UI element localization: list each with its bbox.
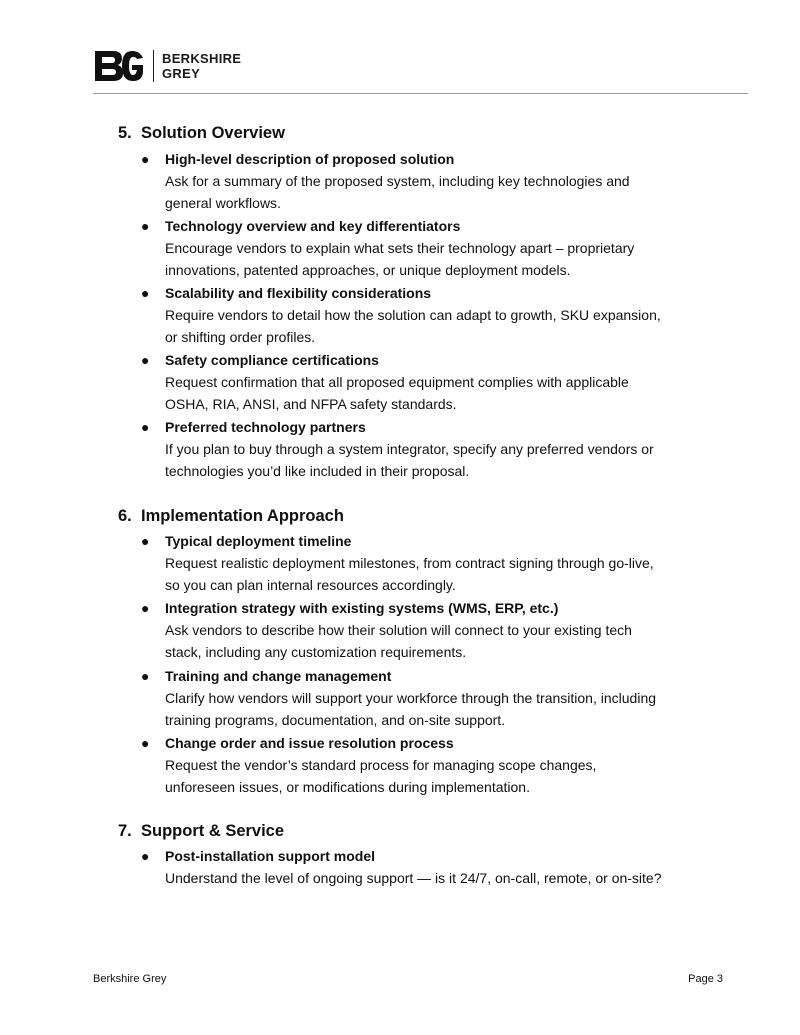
item-description-line: Request the vendor’s standard process for managing scope changes,	[165, 757, 597, 773]
item-description-line: Encourage vendors to explain what sets their technology apart – proprietary	[165, 240, 635, 256]
item-description-line: Ask for a summary of the proposed system, including key technologies and	[165, 173, 630, 189]
item-description-line: Understand the level of ongoing support — is it 24/7, on-call, remote, or on-site?	[165, 870, 662, 886]
bullet-icon: ●	[141, 352, 150, 368]
section-title: Support & Service	[141, 822, 285, 840]
item-title: Post-installation support model	[165, 848, 376, 864]
item-description-line: or shifting order profiles.	[165, 329, 316, 345]
logo-divider	[153, 50, 154, 82]
item-title: Safety compliance certifications	[165, 352, 379, 368]
item-description	[165, 170, 725, 214]
bullet-icon: ●	[141, 668, 150, 684]
item-title: Preferred technology partners	[165, 419, 366, 435]
item-description-line: OSHA, RIA, ANSI, and NFPA safety standards.	[165, 396, 457, 412]
bullet-icon: ●	[141, 735, 150, 751]
item-description-line: If you plan to buy through a system integrator, specify any preferred vendors or	[165, 441, 654, 457]
item-description-line: Request realistic deployment milestones, from contract signing through go-live,	[165, 555, 654, 571]
bullet-icon: ●	[141, 533, 150, 549]
section-number: 6.	[118, 507, 132, 525]
item-description-line: Require vendors to detail how the solution can adapt to growth, SKU expansion,	[165, 307, 661, 323]
item-description-line: training programs, documentation, and on-site support.	[165, 712, 506, 728]
item-description	[165, 237, 725, 281]
section-heading-7	[118, 822, 284, 841]
section-number: 5.	[118, 124, 132, 142]
item-description-line: Clarify how vendors will support your workforce through the transition, including	[165, 690, 657, 706]
item-title: Typical deployment timeline	[165, 533, 352, 549]
item-description-line: unforeseen issues, or modifications during implementation.	[165, 779, 530, 795]
bullet-icon: ●	[141, 848, 150, 864]
item-description	[165, 619, 725, 663]
logo-wordmark-line1: BERKSHIRE	[162, 51, 242, 66]
item-description-line: so you can plan internal resources accordingly.	[165, 577, 456, 593]
bullet-icon: ●	[141, 600, 150, 616]
item-description	[165, 754, 725, 798]
section-heading-5	[118, 124, 285, 143]
item-description	[165, 687, 725, 731]
item-title: Training and change management	[165, 668, 392, 684]
header-rule	[93, 93, 748, 94]
bullet-icon: ●	[141, 285, 150, 301]
section-number: 7.	[118, 822, 132, 840]
footer-page-number: Page 3	[688, 973, 723, 985]
bullet-icon: ●	[141, 218, 150, 234]
item-description	[165, 867, 725, 889]
item-title: Integration strategy with existing systems (WMS, ERP, etc.)	[165, 600, 559, 616]
bullet-icon: ●	[141, 419, 150, 435]
header	[93, 46, 241, 86]
item-description	[165, 552, 725, 596]
bullet-icon: ●	[141, 151, 150, 167]
item-description	[165, 304, 725, 348]
item-description-line: Request confirmation that all proposed equipment complies with applicable	[165, 374, 629, 390]
item-description-line: Ask vendors to describe how their solution will connect to your existing tech	[165, 622, 632, 638]
item-description-line: general workflows.	[165, 195, 281, 211]
item-title: Scalability and flexibility considerations	[165, 285, 432, 301]
section-title: Implementation Approach	[141, 507, 344, 525]
logo-wordmark-line2: GREY	[162, 66, 201, 81]
footer-company-name: Berkshire Grey	[93, 973, 167, 985]
section-title: Solution Overview	[141, 124, 285, 142]
item-description	[165, 438, 725, 482]
section-heading-6	[118, 507, 344, 526]
berkshire-grey-logo-icon	[93, 48, 145, 84]
item-description	[165, 371, 725, 415]
logo-wordmark	[162, 51, 241, 81]
item-title: Change order and issue resolution process	[165, 735, 454, 751]
item-description-line: innovations, patented approaches, or unique deployment models.	[165, 262, 571, 278]
item-title: High-level description of proposed solution	[165, 151, 455, 167]
item-description-line: stack, including any customization requirements.	[165, 644, 467, 660]
item-title: Technology overview and key differentiators	[165, 218, 461, 234]
item-description-line: technologies you’d like included in their proposal.	[165, 463, 470, 479]
